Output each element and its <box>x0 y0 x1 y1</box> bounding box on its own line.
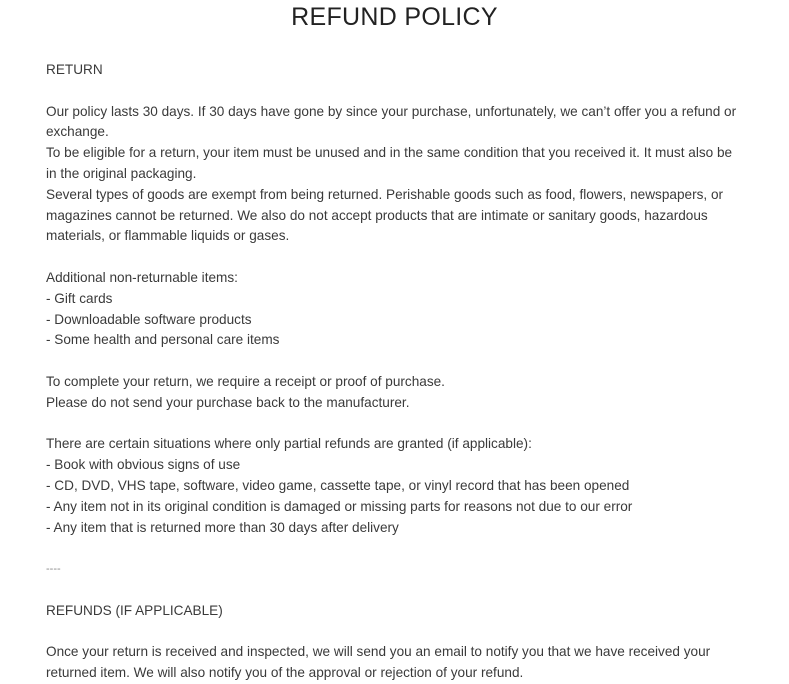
text-line: Our policy lasts 30 days. If 30 days have gone by since your purchase, unfortunately, we can’t offer you a refund or <box>46 103 737 119</box>
text-line: Once your return is received and inspected, we will send you an email to notify you that we have received your <box>46 644 711 660</box>
text-line: Several types of goods are exempt from being returned. Perishable goods such as food, flowers, newspapers, or <box>46 186 724 202</box>
page-title: REFUND POLICY <box>291 3 498 31</box>
list-item: - Downloadable software products <box>46 311 252 327</box>
list-item: - Any item that is returned more than 30 days after delivery <box>46 519 399 535</box>
text-line: Please do not send your purchase back to the manufacturer. <box>46 394 410 410</box>
return-paragraph <box>46 102 746 248</box>
list-item: - Some health and personal care items <box>46 332 280 348</box>
text-line: To complete your return, we require a receipt or proof of purchase. <box>46 373 445 389</box>
list-item: - CD, DVD, VHS tape, software, video game, cassette tape, or vinyl record that has been opened <box>46 477 630 493</box>
policy-content <box>46 60 746 684</box>
text-line: returned item. We will also notify you of the approval or rejection of your refund. <box>46 665 524 681</box>
non-returnable-section <box>46 268 746 351</box>
partial-refunds-section <box>46 434 746 538</box>
return-heading: RETURN <box>46 62 103 77</box>
section-divider: ---- <box>46 563 61 576</box>
text-line: materials, or flammable liquids or gases. <box>46 228 290 244</box>
partial-refunds-heading: There are certain situations where only partial refunds are granted (if applicable): <box>46 436 532 452</box>
refunds-heading: REFUNDS (IF APPLICABLE) <box>46 602 223 618</box>
text-line: To be eligible for a return, your item must be unused and in the same condition that you received it. It must also be <box>46 145 733 161</box>
list-item: - Any item not in its original condition is damaged or missing parts for reasons not due to our error <box>46 498 633 514</box>
receipt-paragraph <box>46 372 746 414</box>
text-line: in the original packaging. <box>46 165 197 181</box>
non-returnable-heading: Additional non-returnable items: <box>46 269 238 285</box>
refunds-paragraph <box>46 642 746 684</box>
list-item: - Book with obvious signs of use <box>46 457 241 473</box>
text-line: magazines cannot be returned. We also do not accept products that are intimate or sanitary goods, hazardous <box>46 207 708 223</box>
list-item: - Gift cards <box>46 290 113 306</box>
text-line: exchange. <box>46 124 109 140</box>
